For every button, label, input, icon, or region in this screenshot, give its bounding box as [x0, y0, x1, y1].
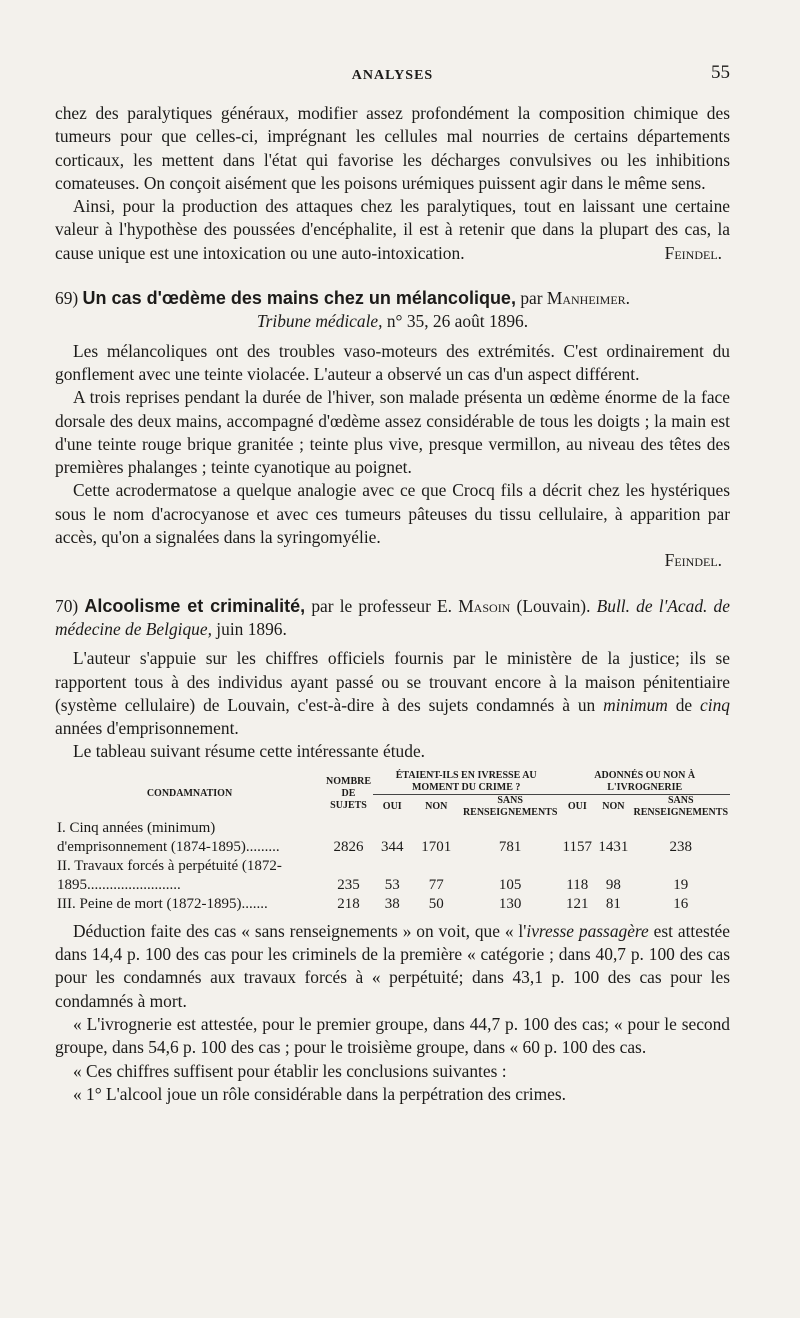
- col-condamnation: CONDAMNATION: [146, 788, 233, 800]
- cell-sujets: 235: [337, 876, 360, 893]
- article-70-paragraph-1: [55, 647, 730, 740]
- article-69-paragraph-2: A trois reprises pendant la durée de l'hiver, son malade présenta un œdème énorme de la face dorsale des deux mains, accompagné d'œdème assez considérable de tous les doigts ; la main est d'une teinte rouge brique granitée ; teinte plus vive, presque vermillon, au niveau des têtes des premières phalanges ; teinte cyanotique au poignet.: [55, 387, 730, 478]
- conclusion-p1-italic: ivresse passagère: [526, 920, 649, 941]
- article-69-paragraph-3: Cette acrodermatose a quelque analogie avec ce que Crocq fils a décrit chez les hystériques sous le nom d'acrocyanose et avec ces tumeurs pâteuses du tissu cellulaire, à apparition par accès, qu'on a signalées dans la syringomyélie.: [55, 480, 730, 548]
- cell-ivresse-oui: 53: [384, 876, 400, 893]
- article-69-heading: [55, 287, 730, 334]
- sub-ivresse-oui: OUI: [382, 800, 402, 812]
- sub-ivrognerie-oui: OUI: [567, 800, 587, 812]
- article-70-heading: [55, 595, 730, 642]
- col-de: DE: [341, 788, 356, 800]
- page-number: 55: [711, 62, 730, 83]
- cell-sujets: 218: [337, 895, 360, 912]
- cell-ivresse-non: 50: [428, 895, 444, 912]
- sub-ivresse-sans: SANS RENSEIGNEMENTS: [462, 794, 558, 818]
- running-head: ANALYSES: [351, 68, 434, 83]
- cell-ivresse-non: 77: [428, 876, 444, 893]
- table-row: [55, 857, 730, 895]
- sub-ivresse-non: NON: [425, 800, 448, 812]
- col-nombre-sujets: [324, 770, 373, 819]
- cell-ivrognerie-sans: 16: [673, 895, 689, 912]
- row-condamnation: I. Cinq années (minimum) d'emprisonnement (1874-1895).........: [57, 819, 280, 855]
- conclusion-paragraph-3: « Ces chiffres suffisent pour établir les conclusions suivantes :: [73, 1060, 507, 1081]
- page-body: [55, 102, 730, 1106]
- cell-sujets: 2826: [333, 838, 364, 855]
- article-70-date: juin 1896.: [216, 618, 287, 639]
- article-70-author: Masoin: [458, 595, 511, 616]
- article-70-journal: Bull. de l'Acad. de médecine de Belgique,: [55, 595, 730, 639]
- row-condamnation: III. Peine de mort (1872-1895).......: [57, 895, 268, 912]
- row-condamnation: II. Travaux forcés à perpétuité (1872-1895.........................: [57, 857, 282, 893]
- article-69-author: Manheimer.: [546, 288, 631, 309]
- table-row: [55, 895, 730, 914]
- cell-ivrognerie-sans: 19: [673, 876, 689, 893]
- cell-ivresse-non: 1701: [421, 838, 452, 855]
- article-69-title: Un cas d'œdème des mains chez un mélancolique,: [82, 288, 516, 309]
- cell-ivrognerie-oui: 1157: [562, 838, 592, 855]
- article-70-affiliation: (Louvain).: [516, 595, 591, 616]
- cell-ivresse-sans: 130: [498, 895, 522, 912]
- cell-ivrognerie-non: 98: [605, 876, 621, 893]
- article-69-paragraph-1: Les mélancoliques ont des troubles vaso-moteurs des extrémités. C'est ordinairement du gonflement avec une teinte violacée. L'auteur a observé un cas d'un aspect différent.: [55, 340, 730, 384]
- article-69-signature: Feindel.: [664, 550, 722, 571]
- cell-ivrognerie-sans: 238: [669, 838, 693, 855]
- cell-ivresse-oui: 344: [381, 838, 404, 855]
- cell-ivresse-sans: 781: [498, 838, 522, 855]
- article-70-p1-b: de: [675, 694, 693, 715]
- conclusion-p1-a: Déduction faite des cas « sans renseignements » on voit, que « l': [73, 920, 527, 941]
- intro-paragraph-2: [55, 195, 730, 265]
- article-70-p1-a: L'auteur s'appuie sur les chiffres officiels fournis par le ministère de la justice; ils se rapportent tous à des individus ayant passé ou se trouvant encore à la maison pénitentiaire (système cellulaire) de Louvain, c'est-à-dire à des sujets condamnés à un: [55, 648, 730, 715]
- conclusion-paragraph-1: [55, 920, 730, 1013]
- conclusion-paragraph-2: « L'ivrognerie est attestée, pour le premier groupe, dans 44,7 p. 100 des cas; « pour le second groupe, dans 54,6 p. 100 des cas ; pour le troisième groupe, dans « 60 p. 100 des cas.: [55, 1013, 730, 1058]
- conclusion-p1-b: est attestée dans 14,4 p. 100 des cas pour les criminels de la première « catégorie ; dans 40,7 p. 100 des cas pour les condamnés aux travaux forcés à « perpétuité; dans 43,1 p. 100 des cas pour les condamnés à mort.: [55, 920, 730, 1011]
- col-sujets: SUJETS: [330, 800, 367, 812]
- article-69-by: par: [520, 288, 543, 309]
- article-69-number: 69): [55, 288, 79, 309]
- table-row: [55, 819, 730, 857]
- cell-ivrognerie-oui: 118: [566, 876, 589, 893]
- conclusion-paragraph-4: « 1° L'alcool joue un rôle considérable dans la perpétration des crimes.: [73, 1083, 566, 1104]
- cell-ivrognerie-non: 1431: [598, 838, 629, 855]
- article-69-journal: Tribune médicale,: [256, 311, 383, 332]
- group-ivrognerie: ADONNÉS OU NON À L'IVROGNERIE: [559, 770, 730, 795]
- intro-paragraph-1: chez des paralytiques généraux, modifier assez profondément la composition chimique des tumeurs pour que celles-ci, imprégnant les cellules mal nourries de certains départements corticaux, les mettent dans l'état qui favorise les décharges convulsives ou les inhibitions comateuses. On conçoit aisément que les poisons urémiques puissent agir dans le même sens.: [55, 103, 730, 193]
- sub-ivrognerie-non: NON: [602, 800, 625, 812]
- sub-ivrognerie-sans: SANS RENSEIGNEMENTS: [633, 794, 728, 818]
- cell-ivrognerie-non: 81: [605, 895, 621, 912]
- page-header: [55, 62, 730, 92]
- group-ivresse: ÉTAIENT-ILS EN IVRESSE AU MOMENT DU CRIME ?: [373, 770, 559, 795]
- article-70-title: Alcoolisme et criminalité,: [84, 595, 306, 616]
- article-69-issue: n° 35, 26 août 1896.: [386, 311, 529, 332]
- article-70-p1-minimum: minimum: [603, 694, 668, 715]
- cell-ivresse-oui: 38: [384, 895, 400, 912]
- cell-ivresse-sans: 105: [498, 876, 522, 893]
- article-70-p1-c: années d'emprisonnement.: [55, 718, 239, 739]
- intro-paragraph-2-text: Ainsi, pour la production des attaques chez les paralytiques, tout en laissant une certaine valeur à l'hypothèse des poussées d'encéphalite, il est à retenir que dans la plupart des cas, la cause unique est une intoxication ou une auto-intoxication.: [55, 196, 730, 263]
- article-70-p1-cinq: cinq: [700, 694, 730, 715]
- cell-ivrognerie-oui: 121: [566, 895, 589, 912]
- col-nombre: NOMBRE: [326, 776, 371, 788]
- article-70-paragraph-2: Le tableau suivant résume cette intéressante étude.: [73, 741, 426, 762]
- intro-signature: Feindel.: [664, 242, 722, 263]
- article-70-by: par le professeur E.: [311, 595, 453, 616]
- statistics-table: [55, 770, 730, 914]
- article-70-number: 70): [55, 595, 79, 616]
